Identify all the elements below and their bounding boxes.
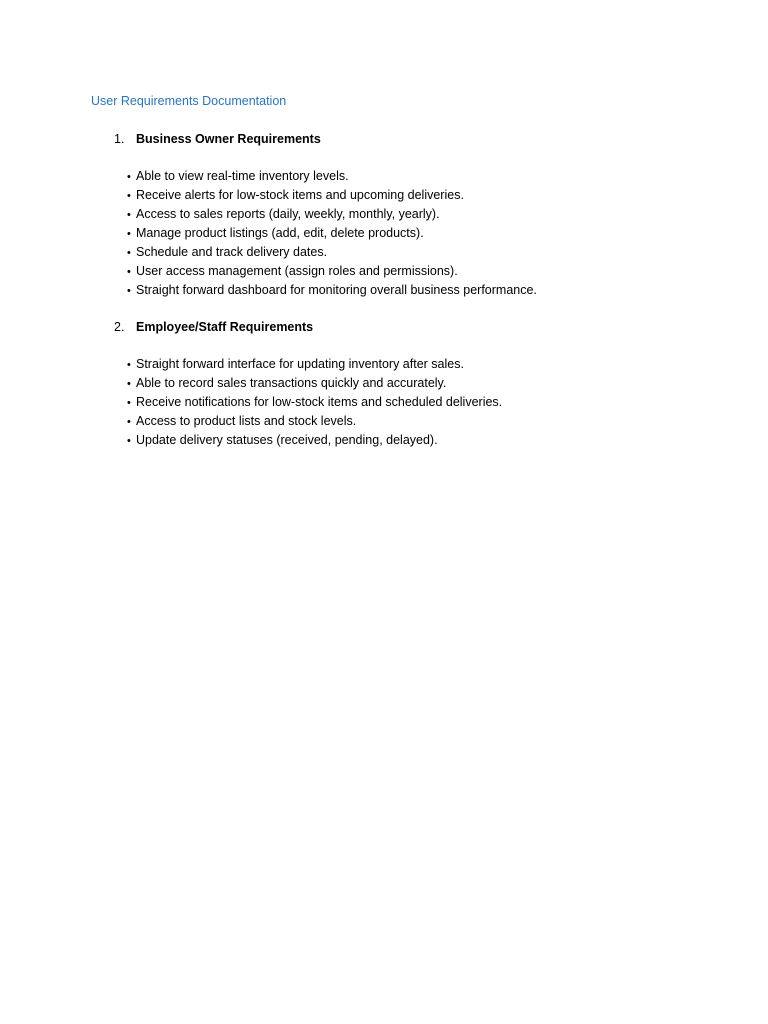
- bullet-icon: •: [127, 378, 131, 390]
- list-item: [127, 205, 537, 224]
- list-item: [127, 393, 502, 412]
- bullet-icon: •: [127, 285, 131, 297]
- bullet-icon: •: [127, 435, 131, 447]
- section-employee-staff: [0, 318, 768, 447]
- list-item: [127, 243, 537, 262]
- list-item-text: Straight forward interface for updating inventory after sales.: [136, 357, 464, 371]
- list-item-text: Access to product lists and stock levels.: [136, 414, 357, 428]
- list-item: [127, 355, 502, 374]
- bullet-icon: •: [127, 228, 131, 240]
- bullet-icon: •: [127, 171, 131, 183]
- section-number: 2.: [114, 320, 125, 334]
- list-item: [127, 412, 502, 431]
- section-title: Business Owner Requirements: [136, 132, 321, 146]
- list-item-text: Able to record sales transactions quickly and accurately.: [136, 376, 447, 390]
- bullet-icon: •: [127, 190, 131, 202]
- list-item: [127, 167, 537, 186]
- list-item-text: Update delivery statuses (received, pending, delayed).: [136, 433, 438, 447]
- list-item: [127, 281, 537, 300]
- bullet-icon: •: [127, 359, 131, 371]
- list-item: [127, 186, 537, 205]
- list-item: [127, 224, 537, 243]
- bullet-icon: •: [127, 247, 131, 259]
- list-item-text: Receive notifications for low-stock items and scheduled deliveries.: [136, 395, 503, 409]
- list-item-text: Receive alerts for low-stock items and upcoming deliveries.: [136, 188, 464, 202]
- list-item-text: Schedule and track delivery dates.: [136, 245, 328, 259]
- list-item-text: User access management (assign roles and permissions).: [136, 264, 458, 278]
- list-item-text: Access to sales reports (daily, weekly, monthly, yearly).: [136, 207, 440, 221]
- bullet-icon: •: [127, 209, 131, 221]
- section-number: 1.: [114, 132, 125, 146]
- document-title: User Requirements Documentation: [91, 94, 287, 108]
- list-item: [127, 374, 502, 393]
- list-item-text: Straight forward dashboard for monitoring overall business performance.: [136, 283, 537, 297]
- section-heading: [0, 130, 768, 148]
- bullet-list: [127, 167, 537, 300]
- bullet-icon: •: [127, 266, 131, 278]
- list-item-text: Manage product listings (add, edit, delete products).: [136, 226, 424, 240]
- bullet-icon: •: [127, 397, 131, 409]
- bullet-icon: •: [127, 416, 131, 428]
- section-heading: [0, 318, 768, 336]
- section-business-owner: [0, 130, 768, 297]
- list-item-text: Able to view real-time inventory levels.: [136, 169, 349, 183]
- bullet-list: [127, 355, 502, 450]
- list-item: [127, 431, 502, 450]
- section-title: Employee/Staff Requirements: [136, 320, 314, 334]
- list-item: [127, 262, 537, 281]
